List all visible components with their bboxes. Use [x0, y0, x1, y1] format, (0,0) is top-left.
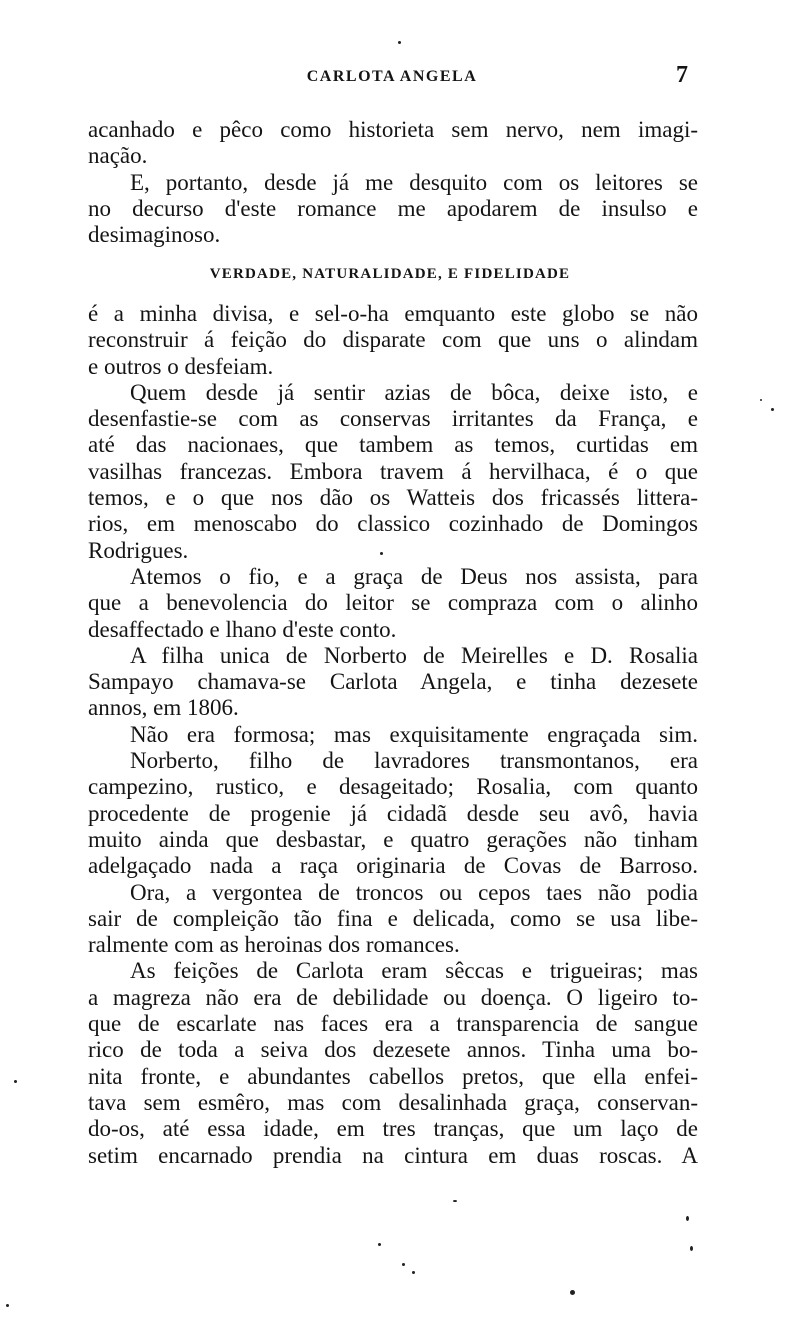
running-title: CARLOTA ANGELA: [306, 68, 478, 85]
scan-speck: [14, 1080, 17, 1083]
scan-speck: [378, 1243, 381, 1246]
text-block-intro: [88, 117, 698, 248]
scan-speck: [412, 1271, 415, 1274]
scan-speck: [686, 1216, 689, 1221]
scan-speck: [402, 1263, 405, 1266]
text-line: no decurso d'este romance me apodarem de insulso e: [88, 195, 698, 221]
text-line: é a minha divisa, e sel-o-ha emquanto este globo se não: [88, 301, 698, 326]
page-number: 7: [676, 62, 688, 88]
text-line: ralmente com as heroinas dos romances.: [88, 932, 460, 958]
text-line: Quem desde já sentir azias de bôca, deixe isto, e: [130, 379, 698, 405]
text-line: rios, em menoscabo do classico cozinhado de Domingos: [88, 511, 698, 537]
text-line: Ora, a vergontea de troncos ou cepos taes não podia: [130, 879, 698, 905]
text-line: Não era formosa; mas exquisitamente engraçada sim.: [130, 721, 698, 747]
scan-speck: [760, 399, 762, 401]
text-line: muito ainda que desbastar, e quatro gerações não tinham: [88, 826, 698, 852]
text-line: adelgaçado nada a raça originaria de Covas de Barroso.: [88, 853, 698, 879]
text-line: procedente de progenie já cidadã desde seu avô, havia: [88, 800, 698, 826]
text-line: até das nacionaes, que tambem as temos, curtidas em: [88, 432, 698, 458]
text-line: Norberto, filho de lavradores transmontanos, era: [130, 748, 698, 774]
text-line: Atemos o fio, e a graça de Deus nos assista, para: [130, 563, 698, 589]
scan-speck: [771, 408, 774, 411]
text-line: campezino, rustico, e desageitado; Rosalia, com quanto: [88, 774, 698, 800]
text-line: a magreza não era de debilidade ou doença. O ligeiro to-: [88, 984, 698, 1010]
text-line: setim encarnado prendia na cintura em duas roscas. A: [88, 1142, 698, 1168]
text-line: do-os, até essa idade, em tres tranças, que um laço de: [88, 1116, 698, 1142]
scan-speck: [570, 1290, 575, 1295]
scan-speck: [690, 1246, 693, 1251]
text-line: annos, em 1806.: [88, 695, 239, 721]
text-line: A filha unica de Norberto de Meirelles e D. Rosalia: [130, 642, 698, 668]
text-line: que a benevolencia do leitor se compraza com o alinho: [88, 590, 698, 616]
text-line: E, portanto, desde já me desquito com os leitores se: [130, 169, 698, 195]
text-line: nação.: [88, 143, 148, 169]
text-line: temos, e o que nos dão os Watteis dos fricassés littera-: [88, 485, 698, 511]
section-heading: VERDADE, NATURALIDADE, E FIDELIDADE: [209, 266, 571, 282]
text-line: As feições de Carlota eram sêccas e trigueiras; mas: [130, 958, 698, 984]
text-line: Rodrigues.: [88, 537, 189, 563]
text-line: que de escarlate nas faces era a transparencia de sangue: [88, 1011, 698, 1037]
text-line: desimaginoso.: [88, 222, 221, 248]
text-line: desenfastie-se com as conservas irritantes da França, e: [88, 406, 698, 432]
text-line: acanhado e pêco como historieta sem nervo, nem imagi-: [88, 117, 698, 142]
text-line: vasilhas francezas. Embora travem á hervilhaca, é o que: [88, 458, 698, 484]
text-line: Sampayo chamava-se Carlota Angela, e tinha dezesete: [88, 669, 698, 695]
text-line: desaffectado e lhano d'este conto.: [88, 616, 397, 642]
text-line: nita fronte, e abundantes cabellos pretos, que ella enfei-: [88, 1063, 698, 1089]
text-block-main: [88, 301, 698, 1169]
text-line: reconstruir á feição do disparate com que uns o alindam: [88, 327, 698, 353]
text-line: tava sem esmêro, mas com desalinhada graça, conservan-: [88, 1089, 698, 1115]
scan-speck: [453, 1200, 457, 1202]
scan-speck: [6, 1304, 9, 1307]
text-line: rico de toda a seiva dos dezesete annos. Tinha uma bo-: [88, 1037, 698, 1063]
scan-speck: [380, 552, 383, 555]
scan-speck: [398, 41, 401, 44]
text-line: e outros o desfeiam.: [88, 353, 274, 379]
text-line: sair de compleição tão fina e delicada, como se usa libe-: [88, 905, 698, 931]
